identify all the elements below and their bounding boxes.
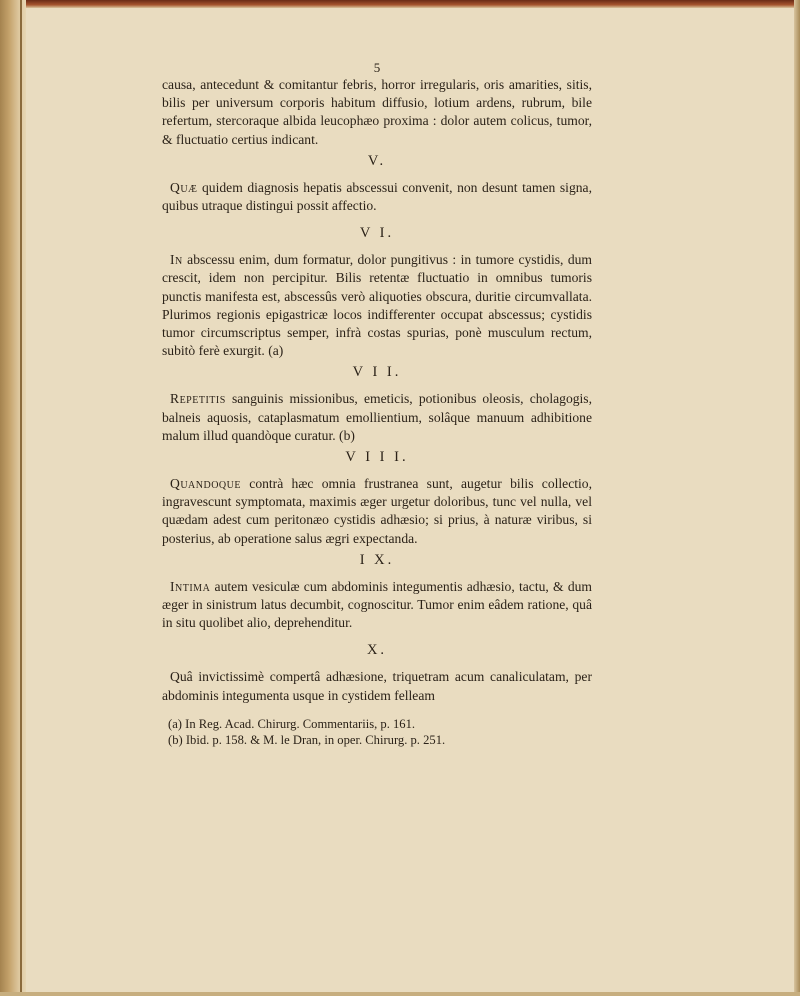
page-body (162, 60, 592, 705)
section-heading-v: V. (367, 152, 387, 169)
footnotes (168, 716, 548, 748)
top-binding-edge (0, 0, 800, 8)
paragraph-v (162, 179, 592, 215)
footnote-a: (a) In Reg. Acad. Chirurg. Commentariis, p. 161. (168, 717, 416, 731)
footnote-b: (b) Ibid. p. 158. & M. le Dran, in oper. Chirurg. p. 251. (168, 733, 446, 747)
lead-word: Intima (170, 578, 211, 594)
paragraph-vii (162, 390, 592, 445)
section-heading-ix: I X. (359, 551, 395, 568)
paragraph-text: contrà hæc omnia frustranea sunt, augetur bilis collectio, ingravescunt symptomata, maximis æger urgetur doloribus, tunc vel nulla, vel quædam adest cum peritonæo cystidis adhæsio; si prius, à naturæ viribus, si posterius, ab operatione salus ægri expectanda. (162, 476, 592, 546)
section-heading-vii: V I I. (352, 364, 402, 381)
lead-word: Repetitis (170, 391, 226, 407)
page-right-edge (794, 0, 800, 996)
section-heading-x: X. (366, 642, 388, 659)
section-heading-vi: V I. (359, 225, 395, 242)
paragraph-ix (162, 578, 592, 633)
lead-word: In (170, 252, 183, 268)
page-number: 5 (373, 60, 381, 75)
lead-word: Quandoque (170, 476, 241, 492)
book-gutter (0, 0, 26, 996)
page-bottom-edge (0, 992, 800, 996)
section-heading-viii: V I I I. (345, 449, 409, 466)
lead-word: Quæ (170, 179, 198, 195)
paragraph-text: abscessu enim, dum formatur, dolor pungitivus : in tumore cystidis, dum crescit, idem non percipitur. Bilis retentæ fluctuatio in omnibus tumoris punctis manifesta est, abscessûs verò aliquoties obscura, duritie circumvallata. Plurimos regionis epigastricæ locos indifferenter occupat abscessus; cystidis tumor circumscriptus semper, infrà costas spurias, ponè musculum rectum, subitò ferè exurgit. (a) (162, 252, 592, 359)
paragraph-text: quidem diagnosis hepatis abscessui convenit, non desunt tamen signa, quibus utraque distingui possit affectio. (162, 179, 592, 214)
paragraph-x: Quâ invictissimè compertâ adhæsione, triquetram acum canaliculatam, per abdominis integumenta usque in cystidem felleam (162, 669, 592, 703)
paragraph-text: autem vesiculæ cum abdominis integumentis adhæsio, tactu, & dum æger in sinistrum latus decumbit, cognoscitur. Tumor enim eâdem ratione, quâ in situ quolibet alio, deprehenditur. (162, 578, 592, 631)
paragraph-continuation: causa, antecedunt & comitantur febris, horror irregularis, oris amarities, sitis, bilis per universum corporis habitum diffusio, lotium ardens, rubrum, bile refertum, stercoraque albida leucophæo proxima : dolor autem colicus, tumor, & fluctuatio certius indicant. (162, 77, 592, 147)
paragraph-vi (162, 251, 592, 360)
gutter-line (20, 0, 22, 996)
paragraph-viii (162, 475, 592, 548)
paragraph-text: sanguinis missionibus, emeticis, potionibus oleosis, cholagogis, balneis aquosis, cataplasmatum emollientium, solâque manuum adhibitione malum illud quandòque curatur. (b) (162, 391, 592, 443)
